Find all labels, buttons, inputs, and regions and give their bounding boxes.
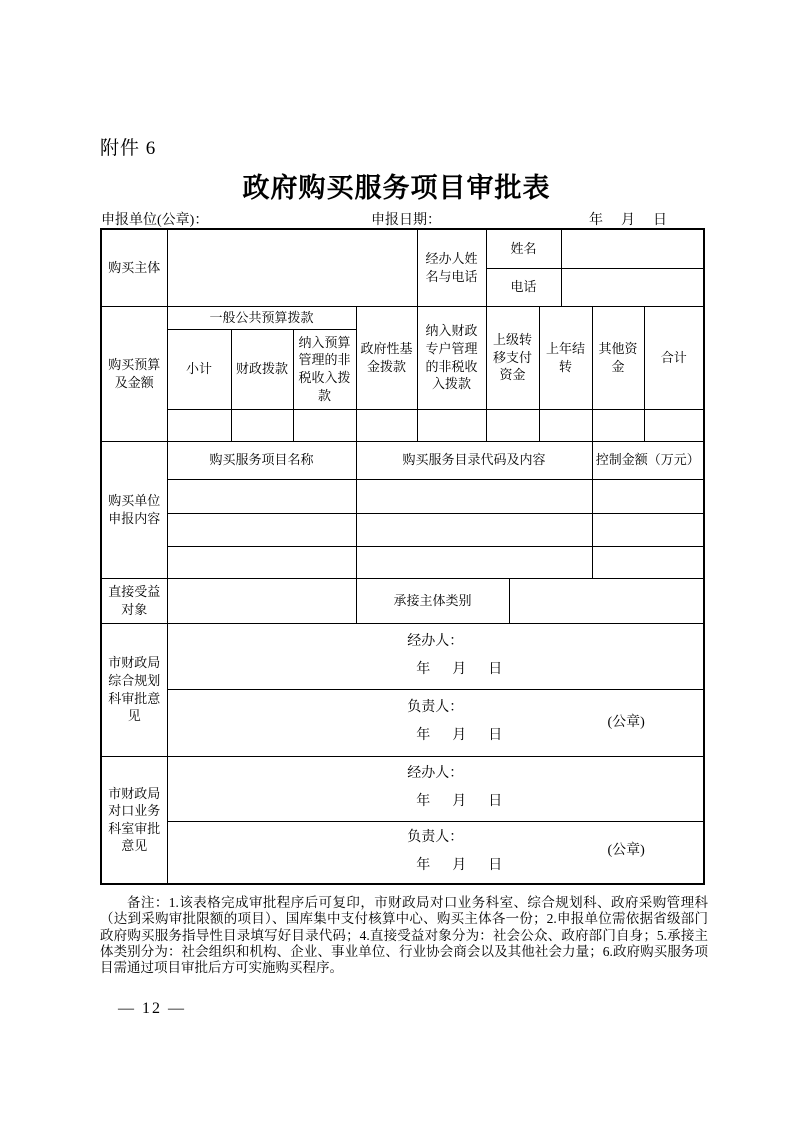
approval1-handler-cell xyxy=(167,623,704,689)
meta-row xyxy=(100,209,704,228)
catalog-code-row3-cell xyxy=(356,546,592,578)
purchase-subject-value-cell xyxy=(167,229,417,306)
subtotal-value-cell xyxy=(167,409,231,441)
carryover-label: 上年结转 xyxy=(539,306,592,409)
project-name-header: 购买服务项目名称 xyxy=(167,441,356,479)
budget-label: 购买预算及金额 xyxy=(101,306,167,441)
undertaker-category-value-cell xyxy=(509,578,704,623)
beneficiary-value-cell xyxy=(167,578,356,623)
approval1-manager-label: 负责人： xyxy=(407,700,464,716)
declare-date-label: 申报日期： xyxy=(371,213,441,228)
approval1-seal-label: (公章) xyxy=(607,714,645,730)
general-public-budget-group-label: 一般公共预算拨款 xyxy=(167,306,356,329)
approval-form-table xyxy=(100,228,705,885)
attachment-label: 附件 6 xyxy=(100,138,157,159)
declare-content-label: 购买单位申报内容 xyxy=(101,441,167,578)
approval2-manager-label: 负责人： xyxy=(407,829,464,845)
catalog-code-header: 购买服务目录代码及内容 xyxy=(356,441,592,479)
total-value-cell xyxy=(644,409,704,441)
approval1-handler-label: 经办人： xyxy=(407,633,464,649)
total-label: 合计 xyxy=(644,306,704,409)
project-name-row3-cell xyxy=(167,546,356,578)
carryover-value-cell xyxy=(539,409,592,441)
control-amount-row3-cell xyxy=(592,546,704,578)
declare-date-ymd: 年 月 日 xyxy=(589,213,669,228)
fiscal-value-cell xyxy=(231,409,293,441)
project-name-row2-cell xyxy=(167,513,356,546)
page-number: — 12 — xyxy=(118,1000,186,1017)
approval2-handler-cell xyxy=(167,756,704,821)
approval2-manager-date: 年 月 日 xyxy=(416,857,507,873)
phone-label: 电话 xyxy=(486,268,561,306)
name-value-cell xyxy=(561,229,704,268)
undertaker-category-label: 承接主体类别 xyxy=(356,578,509,623)
nontax-in-budget-value-cell xyxy=(293,409,356,441)
approval2-seal-label: (公章) xyxy=(607,842,645,858)
superior-transfer-value-cell xyxy=(486,409,539,441)
superior-transfer-label: 上级转移支付资金 xyxy=(486,306,539,409)
approval1-manager-date: 年 月 日 xyxy=(416,728,507,743)
approval1-manager-cell xyxy=(167,689,704,756)
nontax-special-account-label: 纳入财政专户管理的非税收入拨款 xyxy=(417,306,486,409)
nontax-in-budget-label: 纳入预算管理的非税收入拨款 xyxy=(293,329,356,409)
control-amount-row2-cell xyxy=(592,513,704,546)
beneficiary-label: 直接受益对象 xyxy=(101,578,167,623)
control-amount-header: 控制金额（万元） xyxy=(592,441,704,479)
approval1-label: 市财政局综合规划科审批意见 xyxy=(101,623,167,756)
other-funds-value-cell xyxy=(592,409,644,441)
approval2-handler-date: 年 月 日 xyxy=(416,794,507,809)
remarks-text: 备注：1.该表格完成审批程序后可复印，市财政局对口业务科室、综合规划科、政府采购管理科（达到采购审批限额的项目）、国库集中支付核算中心、购买主体各一份；2.申报单位需依据省级部门政府购买服务指导性目录填写好目录代码；4.直接受益对象分为：社会公众、政府部门自身；5.承接主体类别分为：社会组织和机构、企业、事业单位、行业协会商会以及其他社会力量；6.政府购买服务项目需通过项目审批后方可实施购买程序。 xyxy=(100,895,708,976)
purchase-subject-label: 购买主体 xyxy=(101,229,167,306)
approval1-handler-date: 年 月 日 xyxy=(416,661,507,677)
declare-unit-label: 申报单位(公章)： xyxy=(101,213,209,228)
phone-value-cell xyxy=(561,268,704,306)
page-title: 政府购买服务项目审批表 xyxy=(242,173,551,203)
handler-name-phone-label: 经办人姓名与电话 xyxy=(417,229,486,306)
catalog-code-row2-cell xyxy=(356,513,592,546)
fiscal-appropriation-label: 财政拨款 xyxy=(231,329,293,409)
other-funds-label: 其他资金 xyxy=(592,306,644,409)
control-amount-row1-cell xyxy=(592,479,704,513)
catalog-code-row1-cell xyxy=(356,479,592,513)
gov-fund-label: 政府性基金拨款 xyxy=(356,306,417,409)
project-name-row1-cell xyxy=(167,479,356,513)
nontax-special-value-cell xyxy=(417,409,486,441)
approval2-label: 市财政局对口业务科室审批意见 xyxy=(101,756,167,884)
subtotal-label: 小计 xyxy=(167,329,231,409)
approval2-handler-label: 经办人： xyxy=(407,766,464,782)
approval2-manager-cell xyxy=(167,821,704,884)
gov-fund-value-cell xyxy=(356,409,417,441)
name-label: 姓名 xyxy=(486,229,561,268)
